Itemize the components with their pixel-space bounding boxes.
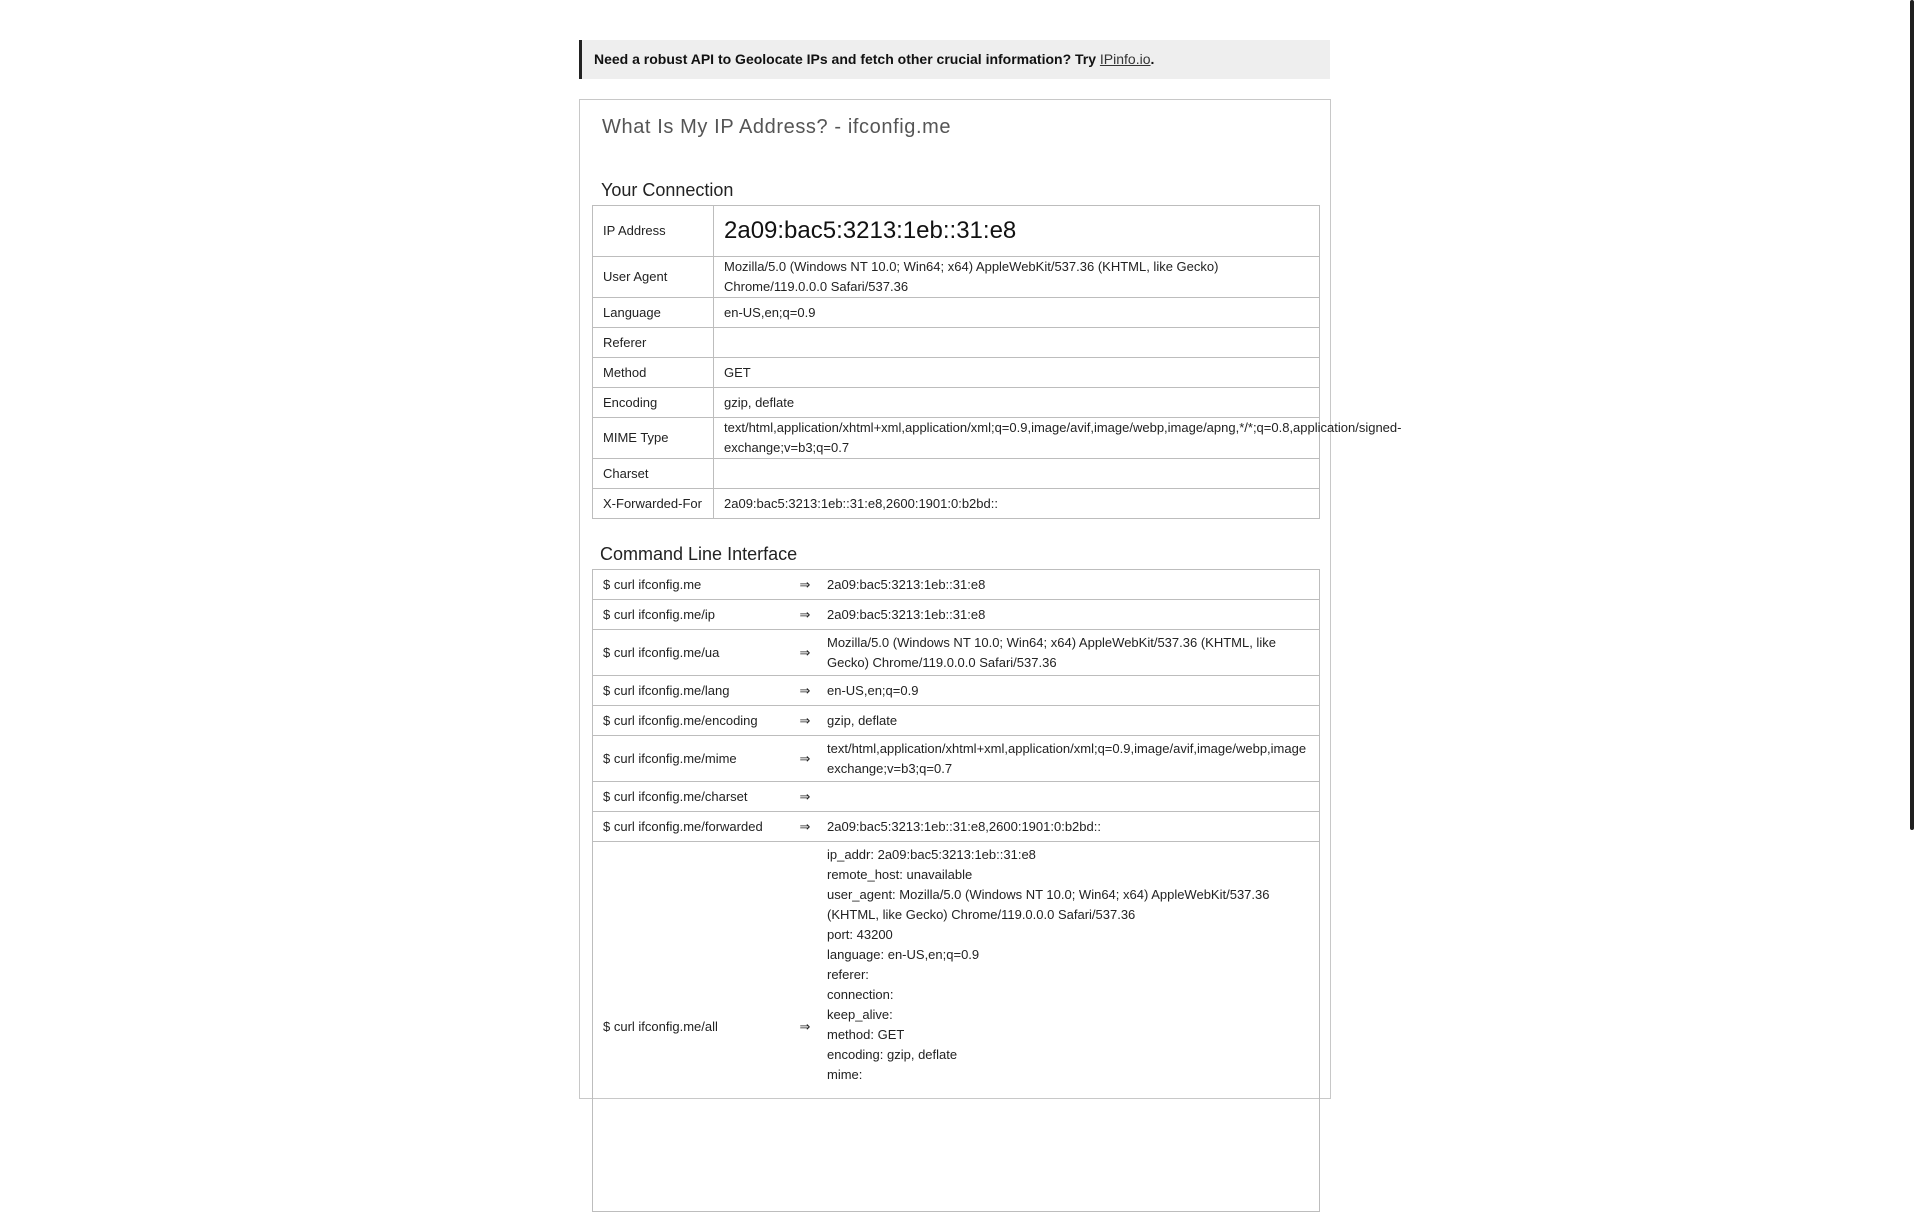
cli-output-line: referer: (827, 967, 869, 982)
arrow-icon: ⇒ (793, 842, 817, 1212)
mime-type-line-2: exchange;v=b3;q=0.7 (724, 440, 850, 455)
table-row (593, 600, 1320, 630)
cli-command: $ curl ifconfig.me/lang (593, 676, 794, 706)
page-title: What Is My IP Address? - ifconfig.me (602, 116, 952, 138)
arrow-icon: ⇒ (793, 570, 817, 600)
table-row (593, 328, 1320, 358)
page-scrollbar[interactable] (1910, 0, 1914, 830)
cli-output (817, 736, 1320, 782)
user-agent-label: User Agent (593, 257, 714, 298)
encoding-value: gzip, deflate (714, 388, 1320, 418)
promo-banner (579, 40, 1330, 79)
ipinfo-link[interactable]: IPinfo.io (1099, 51, 1151, 67)
ip-address-value: 2a09:bac5:3213:1eb::31:e8 (714, 206, 1320, 257)
promo-suffix: . (1150, 51, 1155, 67)
language-value: en-US,en;q=0.9 (714, 298, 1320, 328)
cli-output-line: connection: (827, 987, 894, 1002)
user-agent-value (714, 257, 1320, 298)
method-value: GET (714, 358, 1320, 388)
cli-output-line: mime: (827, 1067, 863, 1082)
table-row (593, 298, 1320, 328)
cli-output-line: exchange;v=b3;q=0.7 (827, 760, 953, 776)
mime-type-label: MIME Type (593, 418, 714, 459)
cli-output-line: remote_host: unavailable (827, 867, 973, 882)
cli-output: 2a09:bac5:3213:1eb::31:e8,2600:1901:0:b2bd:: (817, 812, 1320, 842)
arrow-icon: ⇒ (793, 600, 817, 630)
cli-command: $ curl ifconfig.me/all (593, 842, 794, 1212)
x-forwarded-for-value: 2a09:bac5:3213:1eb::31:e8,2600:1901:0:b2bd:: (714, 489, 1320, 519)
table-row (593, 706, 1320, 736)
arrow-icon: ⇒ (793, 736, 817, 782)
arrow-icon: ⇒ (793, 630, 817, 676)
cli-output: 2a09:bac5:3213:1eb::31:e8 (817, 570, 1320, 600)
arrow-icon: ⇒ (793, 812, 817, 842)
cli-output-all (817, 842, 1320, 1212)
main-card (579, 99, 1402, 1099)
cli-output: en-US,en;q=0.9 (817, 676, 1320, 706)
promo-text: Need a robust API to Geolocate IPs and fetch other crucial information? Try (594, 51, 1100, 67)
method-label: Method (593, 358, 714, 388)
table-row (593, 459, 1320, 489)
cli-output-line: Mozilla/5.0 (Windows NT 10.0; Win64; x64) AppleWebKit/537.36 (KHTML, like (827, 634, 1276, 650)
cli-command: $ curl ifconfig.me/ip (593, 600, 794, 630)
table-row (593, 489, 1320, 519)
cli-output: gzip, deflate (817, 706, 1320, 736)
mime-type-line-1: text/html,application/xhtml+xml,application/xml;q=0.9,image/avif,image/webp,image/apng,*/*;q=0.8,application/signed- (724, 420, 1402, 435)
cli-output-line: encoding: gzip, deflate (827, 1047, 958, 1062)
x-forwarded-for-label: X-Forwarded-For (593, 489, 714, 519)
table-row (593, 676, 1320, 706)
cli-output-line: method: GET (827, 1027, 905, 1042)
table-row (593, 630, 1320, 676)
user-agent-line-1: Mozilla/5.0 (Windows NT 10.0; Win64; x64) AppleWebKit/537.36 (KHTML, like Gecko) (724, 259, 1219, 274)
referer-value (714, 328, 1320, 358)
table-row (593, 570, 1320, 600)
cli-command: $ curl ifconfig.me/ua (593, 630, 794, 676)
cli-output (817, 630, 1320, 676)
cli-section-title: Command Line Interface (600, 544, 798, 564)
cli-output-line: language: en-US,en;q=0.9 (827, 947, 980, 962)
cli-command: $ curl ifconfig.me (593, 570, 794, 600)
charset-label: Charset (593, 459, 714, 489)
cli-command: $ curl ifconfig.me/mime (593, 736, 794, 782)
cli-output-line: keep_alive: (827, 1007, 893, 1022)
table-row (593, 842, 1320, 1212)
cli-output-line: ip_addr: 2a09:bac5:3213:1eb::31:e8 (827, 847, 1036, 862)
connection-table (592, 205, 1402, 519)
cli-output (817, 782, 1320, 812)
table-row (593, 206, 1320, 257)
mime-type-value (714, 418, 1402, 459)
language-label: Language (593, 298, 714, 328)
cli-command: $ curl ifconfig.me/encoding (593, 706, 794, 736)
ip-address-label: IP Address (593, 206, 714, 257)
arrow-icon: ⇒ (793, 676, 817, 706)
user-agent-line-2: Chrome/119.0.0.0 Safari/537.36 (724, 279, 909, 294)
cli-output-line: (KHTML, like Gecko) Chrome/119.0.0.0 Safari/537.36 (827, 907, 1136, 922)
referer-label: Referer (593, 328, 714, 358)
arrow-icon: ⇒ (793, 782, 817, 812)
cli-output: 2a09:bac5:3213:1eb::31:e8 (817, 600, 1320, 630)
arrow-icon: ⇒ (793, 706, 817, 736)
table-row (593, 388, 1320, 418)
cli-command: $ curl ifconfig.me/forwarded (593, 812, 794, 842)
cli-command: $ curl ifconfig.me/charset (593, 782, 794, 812)
table-row (593, 418, 1320, 459)
connection-section-title: Your Connection (601, 180, 734, 200)
table-row (593, 257, 1320, 298)
cli-output-line: port: 43200 (827, 927, 893, 942)
cli-table (592, 569, 1320, 1212)
encoding-label: Encoding (593, 388, 714, 418)
table-row (593, 358, 1320, 388)
cli-output-line: text/html,application/xhtml+xml,application/xml;q=0.9,image/avif,image/webp,image (827, 740, 1307, 756)
table-row (593, 812, 1320, 842)
table-row (593, 736, 1320, 782)
cli-output-line: Gecko) Chrome/119.0.0.0 Safari/537.36 (827, 654, 1057, 670)
charset-value (714, 459, 1320, 489)
cli-output-line: user_agent: Mozilla/5.0 (Windows NT 10.0; Win64; x64) AppleWebKit/537.36 (827, 887, 1270, 902)
table-row (593, 782, 1320, 812)
